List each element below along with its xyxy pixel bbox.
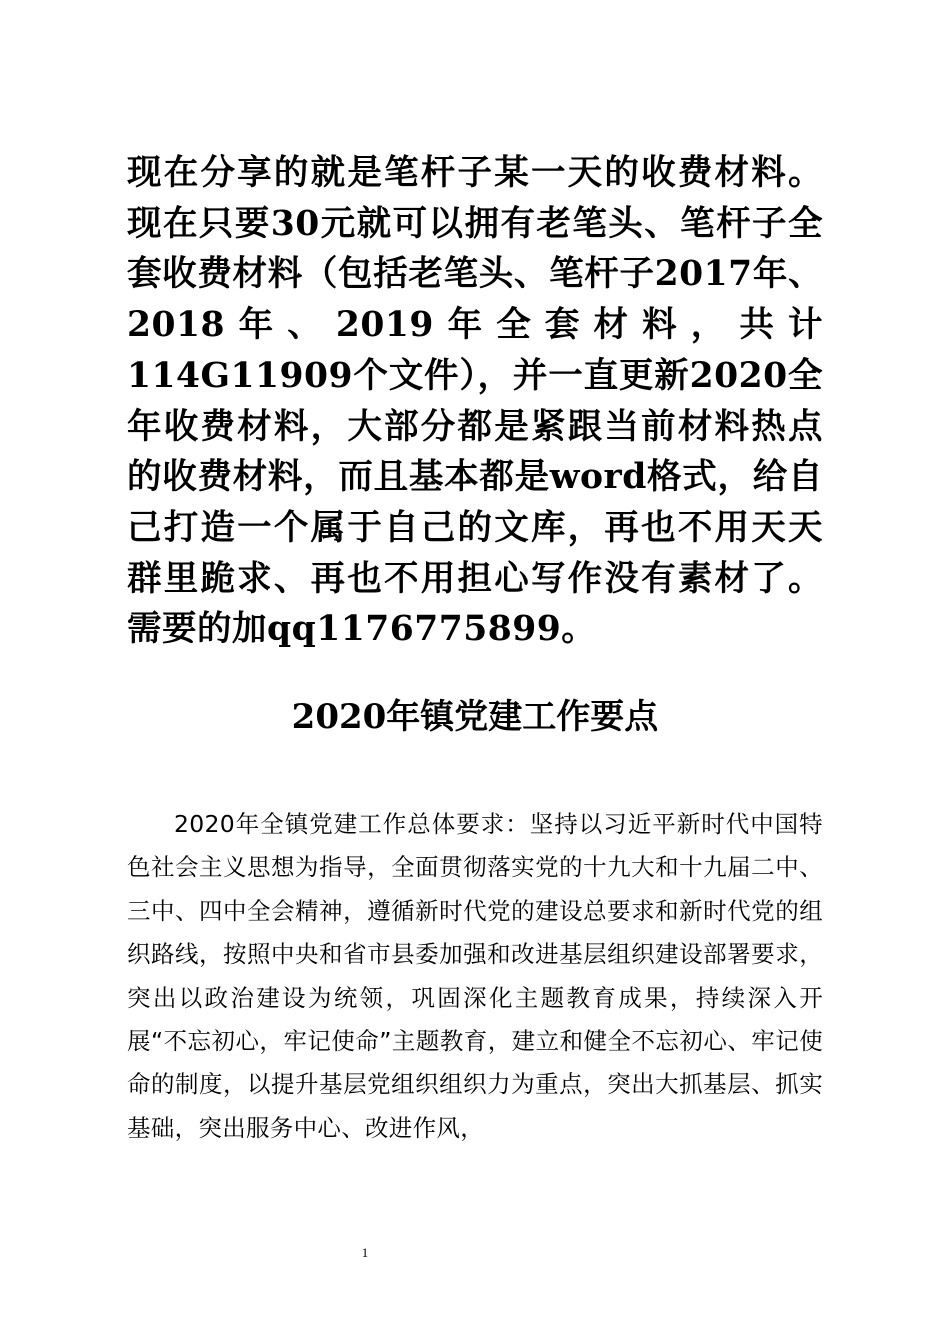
page-number: 1 xyxy=(361,1245,369,1260)
body-paragraph: 2020年全镇党建工作总体要求：坚持以习近平新时代中国特色社会主义思想为指导，全面贯彻落实党的十九大和十九届二中、三中、四中全会精神，遵循新时代党的建设总要求和新时代党的组织路线，按照中央和省市县委加强和改进基层组织建设部署要求，突出以政治建设为统领，巩固深化主题教育成果，持续深入开展“不忘初心，牢记使命”主题教育，建立和健全不忘初心、牢记使命的制度，以提升基层党组织组织力为重点，突出大抓基层、抓实基础，突出服务中心、改进作风， xyxy=(127,810,823,1142)
promo-paragraph: 现在分享的就是笔杆子某一天的收费材料。现在只要30元就可以拥有老笔头、笔杆子全套收费材料（包括老笔头、笔杆子2017年、2018年、2019年全套材料，共计114G11909个文件），并一直更新2020全年收费材料，大部分都是紧跟当前材料热点的收费材料，而且基本都是word格式，给自己打造一个属于自己的文库，再也不用天天群里跪求、再也不用担心写作没有素材了。需要的加qq1176775899。 xyxy=(127,153,823,650)
document-title: 2020年镇党建工作要点 xyxy=(291,697,659,737)
